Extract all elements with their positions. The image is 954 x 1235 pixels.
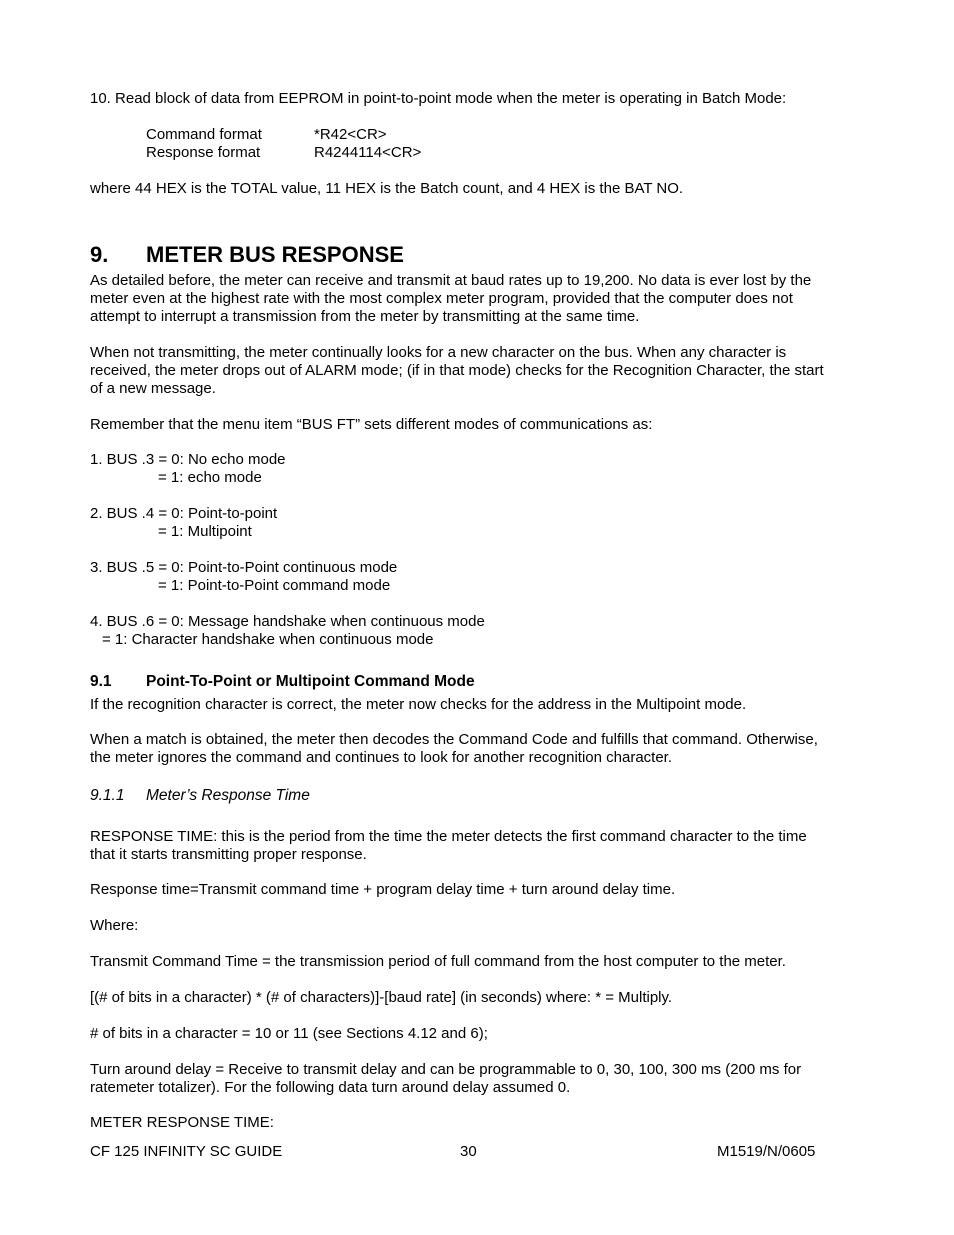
- s911-p5: [(# of bits in a character) * (# of characters)]-[baud rate] (in seconds) where: * = Multiply.: [90, 989, 673, 1006]
- s9-p1-line1: As detailed before, the meter can receive and transmit at baud rates up to 19,200. No data is ever lost by the: [90, 272, 812, 289]
- s911-p7-line1: Turn around delay = Receive to transmit delay and can be programmable to 0, 30, 100, 300 ms (200 ms for: [90, 1061, 802, 1078]
- bus-item-1-alt: = 1: echo mode: [158, 469, 262, 486]
- bus-item-3: 3. BUS .5 = 0: Point-to-Point continuous mode: [90, 559, 398, 576]
- s9-p2-line2: received, the meter drops out of ALARM mode; (if in that mode) checks for the Recognition Character, the start: [90, 362, 824, 379]
- s911-p6: # of bits in a character = 10 or 11 (see Sections 4.12 and 6);: [90, 1025, 488, 1042]
- section-9-1-1-number: 9.1.1: [90, 787, 125, 804]
- s91-p2-line1: When a match is obtained, the meter then decodes the Command Code and fulfills that command. Otherwise,: [90, 731, 818, 748]
- s91-p1: If the recognition character is correct, the meter now checks for the address in the Multipoint mode.: [90, 696, 747, 713]
- item-10-text: 10. Read block of data from EEPROM in point-to-point mode when the meter is operating in Batch Mode:: [90, 90, 787, 107]
- s911-p1-line1: RESPONSE TIME: this is the period from the time the meter detects the first command character to the time: [90, 828, 807, 845]
- footer-left: CF 125 INFINITY SC GUIDE: [90, 1143, 283, 1160]
- where-text: where 44 HEX is the TOTAL value, 11 HEX is the Batch count, and 4 HEX is the BAT NO.: [90, 180, 684, 197]
- s911-p1-line2: that it starts transmitting proper response.: [90, 846, 367, 863]
- bus-item-2: 2. BUS .4 = 0: Point-to-point: [90, 505, 278, 522]
- section-9-1-title: Point-To-Point or Multipoint Command Mode: [146, 673, 475, 690]
- command-format-value: *R42<CR>: [314, 126, 387, 143]
- s9-p3: Remember that the menu item “BUS FT” sets different modes of communications as:: [90, 416, 653, 433]
- command-format-label: Command format: [146, 126, 262, 143]
- section-9-1-number: 9.1: [90, 673, 112, 690]
- s9-p1-line3: attempt to interrupt a transmission from the meter by transmitting at the same time.: [90, 308, 640, 325]
- s911-p2: Response time=Transmit command time + program delay time + turn around delay time.: [90, 881, 676, 898]
- response-format-value: R4244114<CR>: [314, 144, 422, 161]
- section-9-title: METER BUS RESPONSE: [146, 242, 404, 267]
- bus-item-1: 1. BUS .3 = 0: No echo mode: [90, 451, 286, 468]
- s911-p8: METER RESPONSE TIME:: [90, 1114, 274, 1131]
- s911-p3: Where:: [90, 917, 139, 934]
- s9-p2-line3: of a new message.: [90, 380, 216, 397]
- bus-item-4: 4. BUS .6 = 0: Message handshake when continuous mode: [90, 613, 485, 630]
- section-9-1-1-title: Meter’s Response Time: [146, 787, 310, 804]
- section-9-number: 9.: [90, 242, 109, 267]
- footer-page-number: 30: [460, 1143, 477, 1160]
- s9-p1-line2: meter even at the highest rate with the most complex meter program, provided that the computer does not: [90, 290, 793, 307]
- s911-p4: Transmit Command Time = the transmission period of full command from the host computer to the meter.: [90, 953, 786, 970]
- s9-p2-line1: When not transmitting, the meter continually looks for a new character on the bus. When any character is: [90, 344, 787, 361]
- bus-item-4-alt: = 1: Character handshake when continuous mode: [102, 631, 434, 648]
- bus-item-3-alt: = 1: Point-to-Point command mode: [158, 577, 391, 594]
- s91-p2-line2: the meter ignores the command and continues to look for another recognition character.: [90, 749, 673, 766]
- footer-right: M1519/N/0605: [717, 1143, 816, 1160]
- response-format-label: Response format: [146, 144, 261, 161]
- s911-p7-line2: ratemeter totalizer). For the following data turn around delay assumed 0.: [90, 1079, 571, 1096]
- bus-item-2-alt: = 1: Multipoint: [158, 523, 252, 540]
